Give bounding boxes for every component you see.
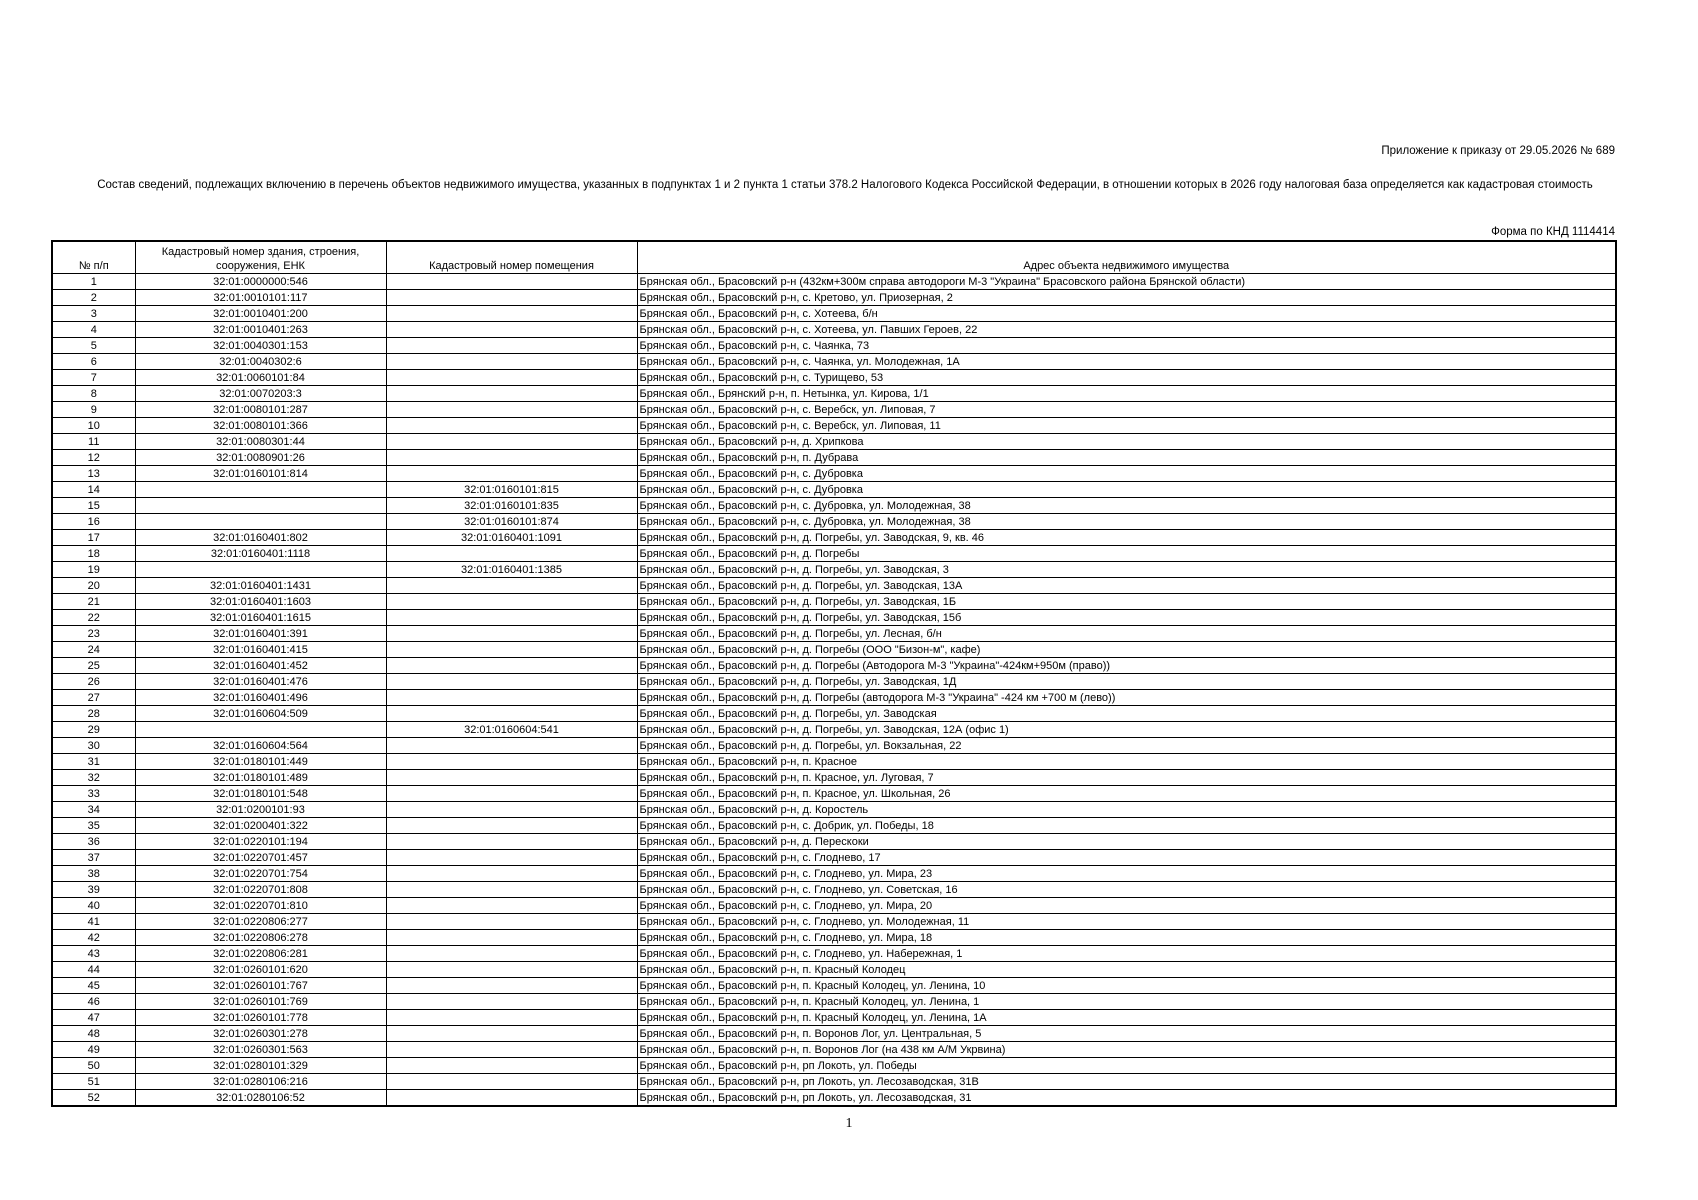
building-cadastral-number: 32:01:0220806:277 (135, 914, 386, 930)
premises-cadastral-number (386, 402, 637, 418)
row-number: 33 (52, 786, 135, 802)
object-address: Брянская обл., Брасовский р-н, с. Хотеева, ул. Павших Героев, 22 (637, 322, 1616, 338)
object-address: Брянская обл., Брасовский р-н, п. Воронов Лог (на 438 км А/М Укрвина) (637, 1042, 1616, 1058)
row-number: 6 (52, 354, 135, 370)
object-address: Брянская обл., Брасовский р-н, рп Локоть, ул. Лесозаводская, 31В (637, 1074, 1616, 1090)
object-address: Брянская обл., Брасовский р-н, с. Дубровка (637, 466, 1616, 482)
premises-cadastral-number (386, 610, 637, 626)
row-number: 46 (52, 994, 135, 1010)
object-address: Брянская обл., Брасовский р-н, с. Глоднево, ул. Молодежная, 11 (637, 914, 1616, 930)
row-number: 16 (52, 514, 135, 530)
table-row (52, 562, 1616, 578)
building-cadastral-number: 32:01:0260301:563 (135, 1042, 386, 1058)
premises-cadastral-number (386, 1042, 637, 1058)
building-cadastral-number: 32:01:0160401:496 (135, 690, 386, 706)
object-address: Брянская обл., Брасовский р-н, с. Веребск, ул. Липовая, 7 (637, 402, 1616, 418)
row-number: 47 (52, 1010, 135, 1026)
object-address: Брянская обл., Брасовский р-н, с. Добрик, ул. Победы, 18 (637, 818, 1616, 834)
premises-cadastral-number (386, 962, 637, 978)
object-address: Брянская обл., Брасовский р-н, п. Красный Колодец, ул. Ленина, 10 (637, 978, 1616, 994)
premises-cadastral-number (386, 434, 637, 450)
building-cadastral-number: 32:01:0280106:52 (135, 1090, 386, 1107)
object-address: Брянская обл., Брасовский р-н, д. Погребы, ул. Лесная, б/н (637, 626, 1616, 642)
table-body (52, 274, 1616, 1107)
building-cadastral-number: 32:01:0260101:620 (135, 962, 386, 978)
building-cadastral-number: 32:01:0160401:1603 (135, 594, 386, 610)
row-number: 39 (52, 882, 135, 898)
object-address: Брянская обл., Брасовский р-н, с. Чаянка, ул. Молодежная, 1А (637, 354, 1616, 370)
building-cadastral-number (135, 482, 386, 498)
row-number: 28 (52, 706, 135, 722)
appendix-note: Приложение к приказу от 29.05.2026 № 689 (1381, 145, 1615, 157)
document-title: Состав сведений, подлежащих включению в перечень объектов недвижимого имущества, указанных в подпунктах 1 и 2 пункта 1 статьи 378.2 Налогового Кодекса Российской Федерации, в отношении которых в 2026 году налоговая база определяется как кадастровая стоимость (97, 179, 1593, 191)
building-cadastral-number: 32:01:0160604:509 (135, 706, 386, 722)
row-number: 26 (52, 674, 135, 690)
row-number: 7 (52, 370, 135, 386)
row-number: 51 (52, 1074, 135, 1090)
object-address: Брянская обл., Брасовский р-н, д. Погребы (Автодорога М-3 "Украина"-424км+950м (право)) (637, 658, 1616, 674)
row-number: 19 (52, 562, 135, 578)
building-cadastral-number: 32:01:0070203:3 (135, 386, 386, 402)
row-number: 35 (52, 818, 135, 834)
premises-cadastral-number (386, 466, 637, 482)
table-row (52, 818, 1616, 834)
object-address: Брянская обл., Брасовский р-н, д. Перескоки (637, 834, 1616, 850)
premises-cadastral-number (386, 370, 637, 386)
row-number: 12 (52, 450, 135, 466)
object-address: Брянская обл., Брасовский р-н, д. Погребы, ул. Заводская (637, 706, 1616, 722)
property-table (51, 240, 1617, 1107)
object-address: Брянская обл., Брасовский р-н, д. Погребы, ул. Заводская, 15б (637, 610, 1616, 626)
object-address: Брянская обл., Брасовский р-н, с. Глоднево, 17 (637, 850, 1616, 866)
row-number: 18 (52, 546, 135, 562)
premises-cadastral-number: 32:01:0160101:815 (386, 482, 637, 498)
building-cadastral-number: 32:01:0160401:476 (135, 674, 386, 690)
table-row (52, 418, 1616, 434)
premises-cadastral-number (386, 930, 637, 946)
building-cadastral-number: 32:01:0160401:802 (135, 530, 386, 546)
premises-cadastral-number (386, 626, 637, 642)
object-address: Брянская обл., Брасовский р-н, д. Погребы, ул. Заводская, 3 (637, 562, 1616, 578)
premises-cadastral-number (386, 994, 637, 1010)
table-row (52, 898, 1616, 914)
row-number: 24 (52, 642, 135, 658)
premises-cadastral-number (386, 754, 637, 770)
object-address: Брянская обл., Брасовский р-н, с. Дубровка, ул. Молодежная, 38 (637, 498, 1616, 514)
premises-cadastral-number (386, 770, 637, 786)
premises-cadastral-number (386, 802, 637, 818)
table-row (52, 370, 1616, 386)
row-number: 4 (52, 322, 135, 338)
premises-cadastral-number: 32:01:0160604:541 (386, 722, 637, 738)
premises-cadastral-number (386, 850, 637, 866)
table-row (52, 386, 1616, 402)
table-row (52, 706, 1616, 722)
table-row (52, 354, 1616, 370)
object-address: Брянская обл., Брасовский р-н, рп Локоть, ул. Лесозаводская, 31 (637, 1090, 1616, 1107)
premises-cadastral-number: 32:01:0160101:874 (386, 514, 637, 530)
row-number: 48 (52, 1026, 135, 1042)
premises-cadastral-number: 32:01:0160401:1385 (386, 562, 637, 578)
table-row (52, 514, 1616, 530)
table-row (52, 626, 1616, 642)
premises-cadastral-number (386, 418, 637, 434)
row-number: 8 (52, 386, 135, 402)
row-number: 37 (52, 850, 135, 866)
table-row (52, 946, 1616, 962)
premises-cadastral-number (386, 354, 637, 370)
object-address: Брянская обл., Брасовский р-н, с. Дубровка, ул. Молодежная, 38 (637, 514, 1616, 530)
object-address: Брянская обл., Брасовский р-н, с. Глоднево, ул. Мира, 23 (637, 866, 1616, 882)
premises-cadastral-number (386, 642, 637, 658)
col-header-premises-cadastral: Кадастровый номер помещения (386, 241, 637, 274)
row-number: 22 (52, 610, 135, 626)
premises-cadastral-number (386, 306, 637, 322)
row-number: 25 (52, 658, 135, 674)
table-row (52, 674, 1616, 690)
premises-cadastral-number (386, 946, 637, 962)
building-cadastral-number: 32:01:0260101:778 (135, 1010, 386, 1026)
building-cadastral-number: 32:01:0220806:281 (135, 946, 386, 962)
row-number: 34 (52, 802, 135, 818)
row-number: 42 (52, 930, 135, 946)
premises-cadastral-number (386, 450, 637, 466)
building-cadastral-number: 32:01:0060101:84 (135, 370, 386, 386)
row-number: 50 (52, 1058, 135, 1074)
building-cadastral-number: 32:01:0160401:1431 (135, 578, 386, 594)
row-number: 9 (52, 402, 135, 418)
row-number: 14 (52, 482, 135, 498)
object-address: Брянская обл., Брасовский р-н, д. Погребы, ул. Заводская, 1Б (637, 594, 1616, 610)
object-address: Брянская обл., Брасовский р-н, п. Воронов Лог, ул. Центральная, 5 (637, 1026, 1616, 1042)
table-row (52, 1010, 1616, 1026)
table-row (52, 722, 1616, 738)
table-row (52, 962, 1616, 978)
object-address: Брянская обл., Брасовский р-н, д. Погребы, ул. Заводская, 1Д (637, 674, 1616, 690)
row-number: 17 (52, 530, 135, 546)
table-row (52, 1074, 1616, 1090)
premises-cadastral-number (386, 1058, 637, 1074)
object-address: Брянская обл., Брасовский р-н, д. Погребы (637, 546, 1616, 562)
building-cadastral-number: 32:01:0010401:200 (135, 306, 386, 322)
table-row (52, 274, 1616, 290)
premises-cadastral-number (386, 290, 637, 306)
premises-cadastral-number (386, 674, 637, 690)
building-cadastral-number (135, 498, 386, 514)
table-row (52, 498, 1616, 514)
table-row (52, 1090, 1616, 1107)
building-cadastral-number: 32:01:0160401:1118 (135, 546, 386, 562)
row-number: 20 (52, 578, 135, 594)
row-number: 13 (52, 466, 135, 482)
building-cadastral-number: 32:01:0160401:452 (135, 658, 386, 674)
building-cadastral-number: 32:01:0080101:366 (135, 418, 386, 434)
row-number: 31 (52, 754, 135, 770)
building-cadastral-number (135, 514, 386, 530)
object-address: Брянская обл., Брасовский р-н, д. Погребы (автодорога М-3 "Украина" -424 км +700 м (лево)) (637, 690, 1616, 706)
building-cadastral-number: 32:01:0200401:322 (135, 818, 386, 834)
object-address: Брянская обл., Брасовский р-н, п. Дубрава (637, 450, 1616, 466)
row-number: 52 (52, 1090, 135, 1107)
building-cadastral-number: 32:01:0260101:767 (135, 978, 386, 994)
object-address: Брянская обл., Брасовский р-н, п. Красное, ул. Школьная, 26 (637, 786, 1616, 802)
table-row (52, 530, 1616, 546)
building-cadastral-number: 32:01:0160401:415 (135, 642, 386, 658)
table-row (52, 466, 1616, 482)
premises-cadastral-number (386, 386, 637, 402)
premises-cadastral-number (386, 786, 637, 802)
building-cadastral-number: 32:01:0200101:93 (135, 802, 386, 818)
object-address: Брянская обл., Брасовский р-н, д. Погребы, ул. Вокзальная, 22 (637, 738, 1616, 754)
premises-cadastral-number: 32:01:0160401:1091 (386, 530, 637, 546)
table-row (52, 930, 1616, 946)
premises-cadastral-number (386, 834, 637, 850)
object-address: Брянская обл., Брасовский р-н, с. Глоднево, ул. Мира, 18 (637, 930, 1616, 946)
row-number: 38 (52, 866, 135, 882)
row-number: 10 (52, 418, 135, 434)
building-cadastral-number: 32:01:0160401:391 (135, 626, 386, 642)
building-cadastral-number: 32:01:0160604:564 (135, 738, 386, 754)
object-address: Брянская обл., Брасовский р-н, д. Погребы, ул. Заводская, 12А (офис 1) (637, 722, 1616, 738)
premises-cadastral-number (386, 546, 637, 562)
object-address: Брянская обл., Брасовский р-н, д. Коростель (637, 802, 1616, 818)
premises-cadastral-number (386, 690, 637, 706)
table-row (52, 594, 1616, 610)
object-address: Брянская обл., Брасовский р-н, с. Глоднево, ул. Советская, 16 (637, 882, 1616, 898)
table-row (52, 434, 1616, 450)
table-row (52, 306, 1616, 322)
form-code: Форма по КНД 1114414 (1491, 226, 1615, 238)
premises-cadastral-number (386, 866, 637, 882)
table-row (52, 738, 1616, 754)
table-row (52, 402, 1616, 418)
table-row (52, 834, 1616, 850)
premises-cadastral-number (386, 322, 637, 338)
object-address: Брянская обл., Брасовский р-н, п. Красный Колодец, ул. Ленина, 1А (637, 1010, 1616, 1026)
object-address: Брянская обл., Брянский р-н, п. Нетынка, ул. Кирова, 1/1 (637, 386, 1616, 402)
building-cadastral-number: 32:01:0280106:216 (135, 1074, 386, 1090)
building-cadastral-number: 32:01:0280101:329 (135, 1058, 386, 1074)
building-cadastral-number: 32:01:0000000:546 (135, 274, 386, 290)
table-row (52, 754, 1616, 770)
premises-cadastral-number (386, 706, 637, 722)
row-number: 2 (52, 290, 135, 306)
premises-cadastral-number: 32:01:0160101:835 (386, 498, 637, 514)
object-address: Брянская обл., Брасовский р-н, п. Красный Колодец (637, 962, 1616, 978)
building-cadastral-number: 32:01:0220806:278 (135, 930, 386, 946)
building-cadastral-number (135, 562, 386, 578)
building-cadastral-number: 32:01:0260101:769 (135, 994, 386, 1010)
row-number: 5 (52, 338, 135, 354)
row-number: 11 (52, 434, 135, 450)
building-cadastral-number: 32:01:0220701:810 (135, 898, 386, 914)
row-number: 23 (52, 626, 135, 642)
row-number: 49 (52, 1042, 135, 1058)
page-number: 1 (845, 1116, 853, 1131)
row-number: 45 (52, 978, 135, 994)
table-row (52, 338, 1616, 354)
table-row (52, 866, 1616, 882)
building-cadastral-number: 32:01:0160401:1615 (135, 610, 386, 626)
building-cadastral-number: 32:01:0160101:814 (135, 466, 386, 482)
premises-cadastral-number (386, 274, 637, 290)
building-cadastral-number: 32:01:0080101:287 (135, 402, 386, 418)
row-number: 40 (52, 898, 135, 914)
row-number: 41 (52, 914, 135, 930)
building-cadastral-number: 32:01:0040302:6 (135, 354, 386, 370)
object-address: Брянская обл., Брасовский р-н, с. Веребск, ул. Липовая, 11 (637, 418, 1616, 434)
object-address: Брянская обл., Брасовский р-н (432км+300м справа автодороги М-3 "Украина" Брасовского района Брянской области) (637, 274, 1616, 290)
object-address: Брянская обл., Брасовский р-н, с. Кретово, ул. Приозерная, 2 (637, 290, 1616, 306)
building-cadastral-number: 32:01:0180101:449 (135, 754, 386, 770)
table-row (52, 450, 1616, 466)
row-number: 44 (52, 962, 135, 978)
table-row (52, 322, 1616, 338)
object-address: Брянская обл., Брасовский р-н, п. Красное, ул. Луговая, 7 (637, 770, 1616, 786)
building-cadastral-number (135, 722, 386, 738)
premises-cadastral-number (386, 1074, 637, 1090)
premises-cadastral-number (386, 1090, 637, 1107)
premises-cadastral-number (386, 882, 637, 898)
object-address: Брянская обл., Брасовский р-н, с. Чаянка, 73 (637, 338, 1616, 354)
row-number: 43 (52, 946, 135, 962)
object-address: Брянская обл., Брасовский р-н, п. Красное (637, 754, 1616, 770)
row-number: 32 (52, 770, 135, 786)
table-row (52, 642, 1616, 658)
table-row (52, 578, 1616, 594)
building-cadastral-number: 32:01:0180101:489 (135, 770, 386, 786)
building-cadastral-number: 32:01:0180101:548 (135, 786, 386, 802)
table-row (52, 1058, 1616, 1074)
object-address: Брянская обл., Брасовский р-н, д. Хрипкова (637, 434, 1616, 450)
object-address: Брянская обл., Брасовский р-н, рп Локоть, ул. Победы (637, 1058, 1616, 1074)
row-number: 15 (52, 498, 135, 514)
row-number: 21 (52, 594, 135, 610)
premises-cadastral-number (386, 658, 637, 674)
row-number: 27 (52, 690, 135, 706)
table-row (52, 770, 1616, 786)
premises-cadastral-number (386, 818, 637, 834)
object-address: Брянская обл., Брасовский р-н, п. Красный Колодец, ул. Ленина, 1 (637, 994, 1616, 1010)
table-row (52, 850, 1616, 866)
table-row (52, 802, 1616, 818)
table-row (52, 1042, 1616, 1058)
row-number: 36 (52, 834, 135, 850)
building-cadastral-number: 32:01:0080901:26 (135, 450, 386, 466)
row-number: 3 (52, 306, 135, 322)
premises-cadastral-number (386, 898, 637, 914)
table-row (52, 546, 1616, 562)
table-row (52, 882, 1616, 898)
premises-cadastral-number (386, 978, 637, 994)
premises-cadastral-number (386, 1026, 637, 1042)
table-row (52, 482, 1616, 498)
col-header-building-cadastral: Кадастровый номер здания, строения, сооружения, ЕНК (135, 241, 386, 274)
premises-cadastral-number (386, 738, 637, 754)
table-row (52, 978, 1616, 994)
table-row (52, 1026, 1616, 1042)
object-address: Брянская обл., Брасовский р-н, с. Глоднево, ул. Набережная, 1 (637, 946, 1616, 962)
object-address: Брянская обл., Брасовский р-н, с. Турищево, 53 (637, 370, 1616, 386)
table-row (52, 690, 1616, 706)
premises-cadastral-number (386, 1010, 637, 1026)
table-row (52, 786, 1616, 802)
table-row (52, 994, 1616, 1010)
table-header-row (52, 241, 1616, 274)
table-row (52, 658, 1616, 674)
premises-cadastral-number (386, 578, 637, 594)
building-cadastral-number: 32:01:0220701:457 (135, 850, 386, 866)
object-address: Брянская обл., Брасовский р-н, с. Глоднево, ул. Мира, 20 (637, 898, 1616, 914)
premises-cadastral-number (386, 914, 637, 930)
col-header-address: Адрес объекта недвижимого имущества (637, 241, 1616, 274)
table-row (52, 290, 1616, 306)
building-cadastral-number: 32:01:0220101:194 (135, 834, 386, 850)
premises-cadastral-number (386, 594, 637, 610)
building-cadastral-number: 32:01:0010401:263 (135, 322, 386, 338)
row-number: 29 (52, 722, 135, 738)
col-header-number: № п/п (52, 241, 135, 274)
building-cadastral-number: 32:01:0220701:754 (135, 866, 386, 882)
object-address: Брянская обл., Брасовский р-н, д. Погребы, ул. Заводская, 9, кв. 46 (637, 530, 1616, 546)
table-row (52, 610, 1616, 626)
premises-cadastral-number (386, 338, 637, 354)
row-number: 30 (52, 738, 135, 754)
object-address: Брянская обл., Брасовский р-н, с. Хотеева, б/н (637, 306, 1616, 322)
row-number: 1 (52, 274, 135, 290)
building-cadastral-number: 32:01:0220701:808 (135, 882, 386, 898)
building-cadastral-number: 32:01:0010101:117 (135, 290, 386, 306)
table-row (52, 914, 1616, 930)
object-address: Брянская обл., Брасовский р-н, д. Погребы, ул. Заводская, 13А (637, 578, 1616, 594)
object-address: Брянская обл., Брасовский р-н, д. Погребы (ООО "Бизон-м", кафе) (637, 642, 1616, 658)
building-cadastral-number: 32:01:0080301:44 (135, 434, 386, 450)
building-cadastral-number: 32:01:0260301:278 (135, 1026, 386, 1042)
building-cadastral-number: 32:01:0040301:153 (135, 338, 386, 354)
object-address: Брянская обл., Брасовский р-н, с. Дубровка (637, 482, 1616, 498)
